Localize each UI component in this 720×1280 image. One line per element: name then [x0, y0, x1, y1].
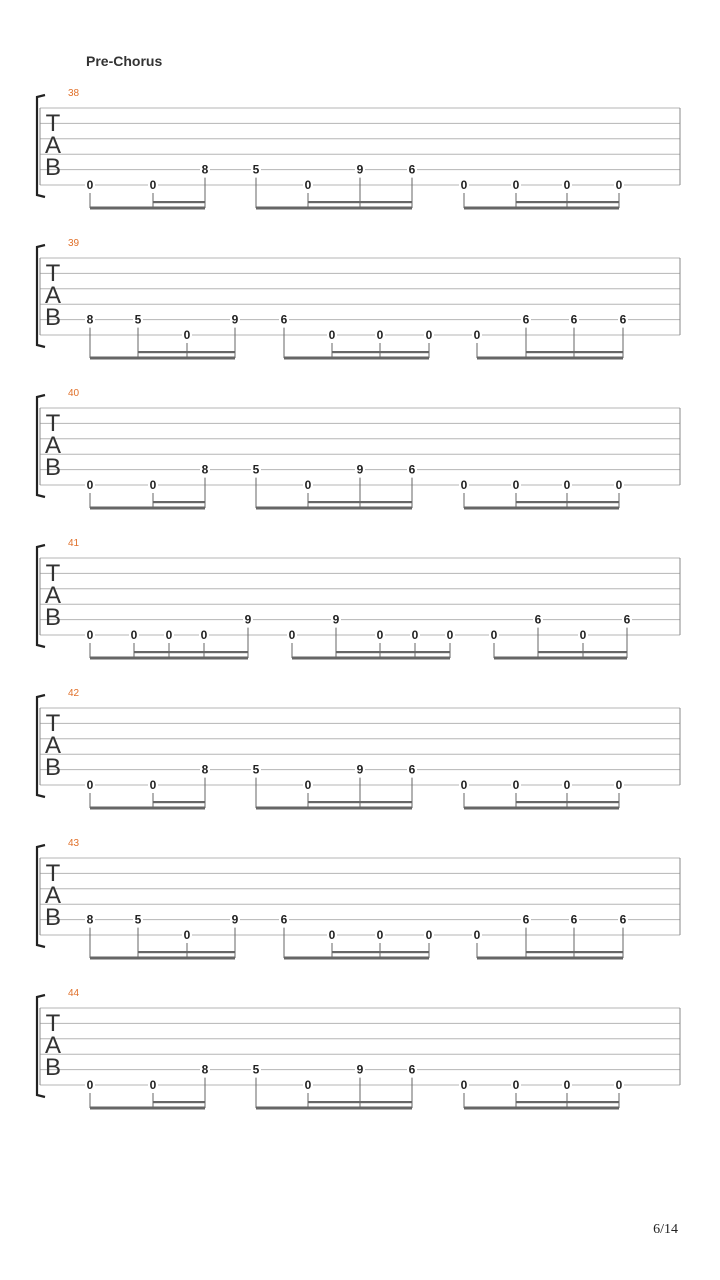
beam-secondary	[138, 951, 235, 953]
tab-clef-letter: A	[44, 432, 62, 459]
fret-number: 0	[304, 478, 312, 492]
beam-secondary	[516, 801, 619, 803]
fret-number: 0	[130, 628, 138, 642]
tab-clef-letter: A	[44, 282, 62, 309]
beam-primary	[494, 657, 627, 660]
fret-number: 0	[615, 1078, 623, 1092]
measure-number: 44	[68, 988, 80, 999]
tab-clef-letter: B	[44, 454, 62, 481]
beam-primary	[477, 957, 623, 960]
fret-number: 6	[408, 462, 416, 477]
beam-primary	[90, 207, 205, 210]
fret-number: 0	[512, 478, 520, 492]
beam-secondary	[308, 501, 412, 503]
fret-number: 0	[473, 328, 481, 342]
fret-number: 8	[201, 462, 209, 477]
beam-primary	[292, 657, 450, 660]
fret-number: 5	[252, 462, 260, 477]
fret-number: 0	[563, 778, 571, 792]
fret-number: 9	[356, 162, 364, 177]
fret-number: 9	[356, 462, 364, 477]
fret-number: 5	[134, 912, 142, 927]
fret-number: 0	[86, 478, 94, 492]
fret-number: 5	[134, 312, 142, 327]
tab-clef-letter: B	[44, 1054, 62, 1081]
system-bracket	[37, 995, 45, 1097]
measure-number: 38	[68, 88, 80, 99]
tab-clef-letter: A	[44, 582, 62, 609]
beam-primary	[90, 357, 235, 360]
beam-secondary	[516, 501, 619, 503]
fret-number: 0	[579, 628, 587, 642]
fret-number: 5	[252, 162, 260, 177]
fret-number: 0	[425, 928, 433, 942]
beam-secondary	[308, 1101, 412, 1103]
tab-clef-letter: T	[45, 860, 61, 887]
beam-secondary	[153, 801, 205, 803]
beam-primary	[90, 957, 235, 960]
fret-number: 6	[408, 162, 416, 177]
fret-number: 8	[86, 312, 94, 327]
fret-number: 0	[183, 328, 191, 342]
tab-clef-letter: T	[45, 410, 61, 437]
fret-number: 0	[304, 778, 312, 792]
fret-number: 0	[460, 778, 468, 792]
fret-number: 0	[563, 178, 571, 192]
tab-clef-letter: A	[44, 132, 62, 159]
section-label: Pre-Chorus	[86, 53, 163, 69]
fret-number: 8	[201, 762, 209, 777]
beam-secondary	[153, 501, 205, 503]
page-number: 6/14	[653, 1222, 678, 1237]
fret-number: 6	[280, 912, 288, 927]
fret-number: 0	[425, 328, 433, 342]
fret-number: 0	[149, 478, 157, 492]
beam-secondary	[134, 651, 248, 653]
beam-primary	[90, 657, 248, 660]
fret-number: 0	[512, 178, 520, 192]
fret-number: 0	[615, 178, 623, 192]
system-bracket	[37, 695, 45, 797]
fret-number: 0	[376, 928, 384, 942]
beam-primary	[464, 207, 619, 210]
beam-secondary	[138, 351, 235, 353]
beam-primary	[90, 807, 205, 810]
fret-number: 9	[356, 762, 364, 777]
fret-number: 0	[86, 778, 94, 792]
fret-number: 6	[280, 312, 288, 327]
fret-number: 0	[460, 1078, 468, 1092]
fret-number: 8	[86, 912, 94, 927]
fret-number: 0	[86, 1078, 94, 1092]
fret-number: 6	[408, 762, 416, 777]
fret-number: 0	[149, 1078, 157, 1092]
fret-number: 0	[183, 928, 191, 942]
fret-number: 8	[201, 1062, 209, 1077]
beam-secondary	[526, 951, 623, 953]
tab-clef-letter: B	[44, 154, 62, 181]
fret-number: 0	[446, 628, 454, 642]
fret-number: 0	[86, 178, 94, 192]
beam-secondary	[153, 201, 205, 203]
system-bracket	[37, 845, 45, 947]
system-bracket	[37, 545, 45, 647]
beam-secondary	[516, 1101, 619, 1103]
fret-number: 6	[619, 312, 627, 327]
fret-number: 6	[522, 912, 530, 927]
fret-number: 9	[332, 612, 340, 627]
fret-number: 6	[570, 912, 578, 927]
beam-primary	[256, 1107, 412, 1110]
fret-number: 6	[570, 312, 578, 327]
measure-number: 43	[68, 838, 80, 849]
fret-number: 6	[619, 912, 627, 927]
fret-number: 8	[201, 162, 209, 177]
beam-secondary	[538, 651, 627, 653]
fret-number: 0	[473, 928, 481, 942]
measure-number: 40	[68, 388, 80, 399]
fret-number: 0	[376, 628, 384, 642]
tab-clef-letter: A	[44, 882, 62, 909]
tab-clef-letter: B	[44, 754, 62, 781]
fret-number: 0	[563, 478, 571, 492]
tab-clef-letter: T	[45, 110, 61, 137]
fret-number: 9	[231, 912, 239, 927]
beam-primary	[90, 507, 205, 510]
beam-secondary	[308, 801, 412, 803]
tab-clef-letter: T	[45, 260, 61, 287]
fret-number: 6	[522, 312, 530, 327]
fret-number: 0	[328, 928, 336, 942]
fret-number: 0	[149, 778, 157, 792]
fret-number: 0	[411, 628, 419, 642]
beam-secondary	[516, 201, 619, 203]
fret-number: 0	[512, 778, 520, 792]
system-bracket	[37, 395, 45, 497]
beam-primary	[464, 507, 619, 510]
fret-number: 0	[86, 628, 94, 642]
fret-number: 0	[615, 478, 623, 492]
fret-number: 0	[490, 628, 498, 642]
beam-secondary	[336, 651, 450, 653]
fret-number: 5	[252, 1062, 260, 1077]
beam-primary	[464, 1107, 619, 1110]
tab-clef-letter: B	[44, 904, 62, 931]
beam-primary	[256, 507, 412, 510]
fret-number: 0	[165, 628, 173, 642]
tab-clef-letter: T	[45, 560, 61, 587]
beam-primary	[256, 207, 412, 210]
fret-number: 0	[328, 328, 336, 342]
fret-number: 0	[376, 328, 384, 342]
fret-number: 5	[252, 762, 260, 777]
tab-clef-letter: B	[44, 304, 62, 331]
beam-secondary	[332, 351, 429, 353]
beam-secondary	[153, 1101, 205, 1103]
fret-number: 9	[244, 612, 252, 627]
beam-secondary	[332, 951, 429, 953]
fret-number: 0	[460, 478, 468, 492]
fret-number: 9	[231, 312, 239, 327]
measure-number: 42	[68, 688, 80, 699]
fret-number: 9	[356, 1062, 364, 1077]
fret-number: 0	[200, 628, 208, 642]
system-bracket	[37, 245, 45, 347]
tab-clef-letter: T	[45, 1010, 61, 1037]
fret-number: 0	[460, 178, 468, 192]
beam-primary	[284, 357, 429, 360]
measure-number: 41	[68, 538, 80, 549]
beam-primary	[477, 357, 623, 360]
fret-number: 0	[615, 778, 623, 792]
measure-number: 39	[68, 238, 80, 249]
beam-primary	[464, 807, 619, 810]
fret-number: 0	[512, 1078, 520, 1092]
fret-number: 0	[304, 178, 312, 192]
fret-number: 6	[534, 612, 542, 627]
beam-primary	[256, 807, 412, 810]
system-bracket	[37, 95, 45, 197]
fret-number: 6	[408, 1062, 416, 1077]
tab-clef-letter: A	[44, 1032, 62, 1059]
fret-number: 6	[623, 612, 631, 627]
fret-number: 0	[149, 178, 157, 192]
fret-number: 0	[288, 628, 296, 642]
beam-primary	[284, 957, 429, 960]
fret-number: 0	[563, 1078, 571, 1092]
tab-clef-letter: T	[45, 710, 61, 737]
beam-secondary	[308, 201, 412, 203]
tab-clef-letter: B	[44, 604, 62, 631]
beam-primary	[90, 1107, 205, 1110]
tab-clef-letter: A	[44, 732, 62, 759]
fret-number: 0	[304, 1078, 312, 1092]
beam-secondary	[526, 351, 623, 353]
